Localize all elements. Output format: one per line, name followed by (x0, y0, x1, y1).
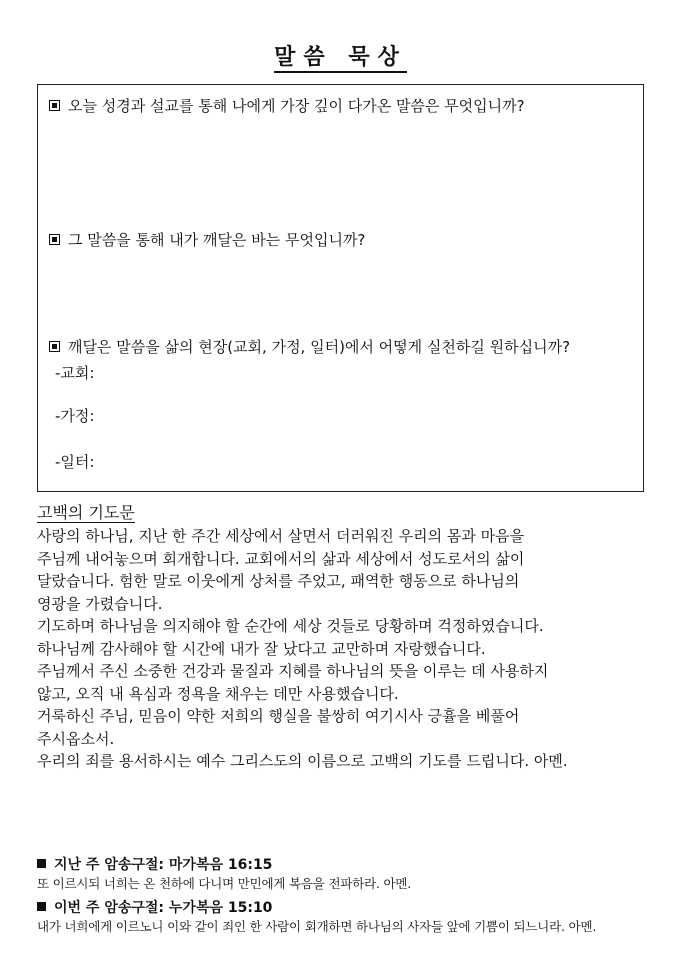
square-bullet-icon (37, 859, 46, 868)
question-3 (49, 336, 570, 358)
prayer-line: 하나님께 감사해야 할 시간에 내가 잘 났다고 교만하며 자랑했습니다. (37, 639, 486, 658)
page-title (0, 43, 681, 73)
prayer-line: 주님께서 주신 소중한 건강과 물질과 지혜를 하나님의 뜻을 이루는 데 사용하지 (37, 662, 549, 680)
memory-verse-heading (37, 855, 657, 875)
question-2-text: 그 말씀을 통해 내가 깨달은 바는 무엇입니까? (68, 231, 366, 249)
page-title-text: 말씀 묵상 (274, 45, 407, 73)
prayer-line: 주님께 내어놓으며 회개합니다. 교회에서의 삶과 세상에서 성도로서의 삶이 (37, 549, 525, 568)
checkbox-bullet-icon (49, 341, 60, 352)
prayer-title-text: 고백의 기도문 (37, 503, 135, 522)
prayer-line: 사랑의 하나님, 지난 한 주간 세상에서 살면서 더러워진 우리의 몸과 마음을 (37, 527, 525, 545)
memory-verse-this-week (37, 898, 657, 936)
prayer-line: 우리의 죄를 용서하시는 예수 그리스도의 이름으로 고백의 기도를 드립니다. 아멘. (37, 752, 568, 770)
prayer-line: 거룩하신 주님, 믿음이 약한 저희의 행실을 불쌍히 여기시사 긍휼을 베풀어 (37, 707, 520, 725)
memory-verse-reference: 마가복음 16:15 (168, 857, 273, 873)
prayer-line: 기도하며 하나님을 의지해야 할 순간에 세상 것들로 당황하며 걱정하였습니다. (37, 617, 544, 635)
prayer-line: 주시옵소서. (37, 729, 115, 748)
prayer-line: 달랐습니다. 험한 말로 이웃에게 상처를 주었고, 패역한 행동으로 하나님의 (37, 572, 520, 590)
checkbox-bullet-icon (49, 234, 60, 245)
question-1-text: 오늘 성경과 설교를 통해 나에게 가장 깊이 다가온 말씀은 무엇입니까? (68, 97, 525, 115)
memory-verse-label: 이번 주 암송구절: (54, 900, 165, 916)
checkbox-bullet-icon (49, 100, 60, 111)
memory-verse-text: 내가 너희에게 이르노니 이와 같이 죄인 한 사람이 회개하면 하나님의 사자들 앞에 기쁨이 되느니라. 아멘. (37, 919, 597, 934)
square-bullet-icon (37, 902, 46, 911)
question-3-text: 깨달은 말씀을 삶의 현장(교회, 가정, 일터)에서 어떻게 실천하길 원하십니까? (68, 338, 571, 356)
memory-verse-reference: 누가복음 15:10 (168, 900, 273, 916)
memory-verse-heading (37, 898, 657, 918)
memory-verse-last-week (37, 855, 657, 893)
question-1 (49, 95, 525, 117)
memory-verse-label: 지난 주 암송구절: (54, 857, 165, 873)
meditation-question-box (37, 84, 644, 492)
memory-verse-text: 또 이르시되 너희는 온 천하에 다니며 만민에게 복음을 전파하라. 아멘. (37, 876, 412, 891)
question-2 (49, 229, 365, 251)
prayer-body (37, 525, 647, 773)
prayer-title (37, 501, 135, 525)
practice-field-church: -교회: (55, 364, 95, 382)
prayer-line: 영광을 가렸습니다. (37, 594, 163, 613)
practice-field-work: -일터: (55, 453, 95, 471)
prayer-line: 않고, 오직 내 욕심과 정욕을 채우는 데만 사용했습니다. (37, 684, 399, 703)
practice-field-home: -가정: (55, 407, 95, 425)
